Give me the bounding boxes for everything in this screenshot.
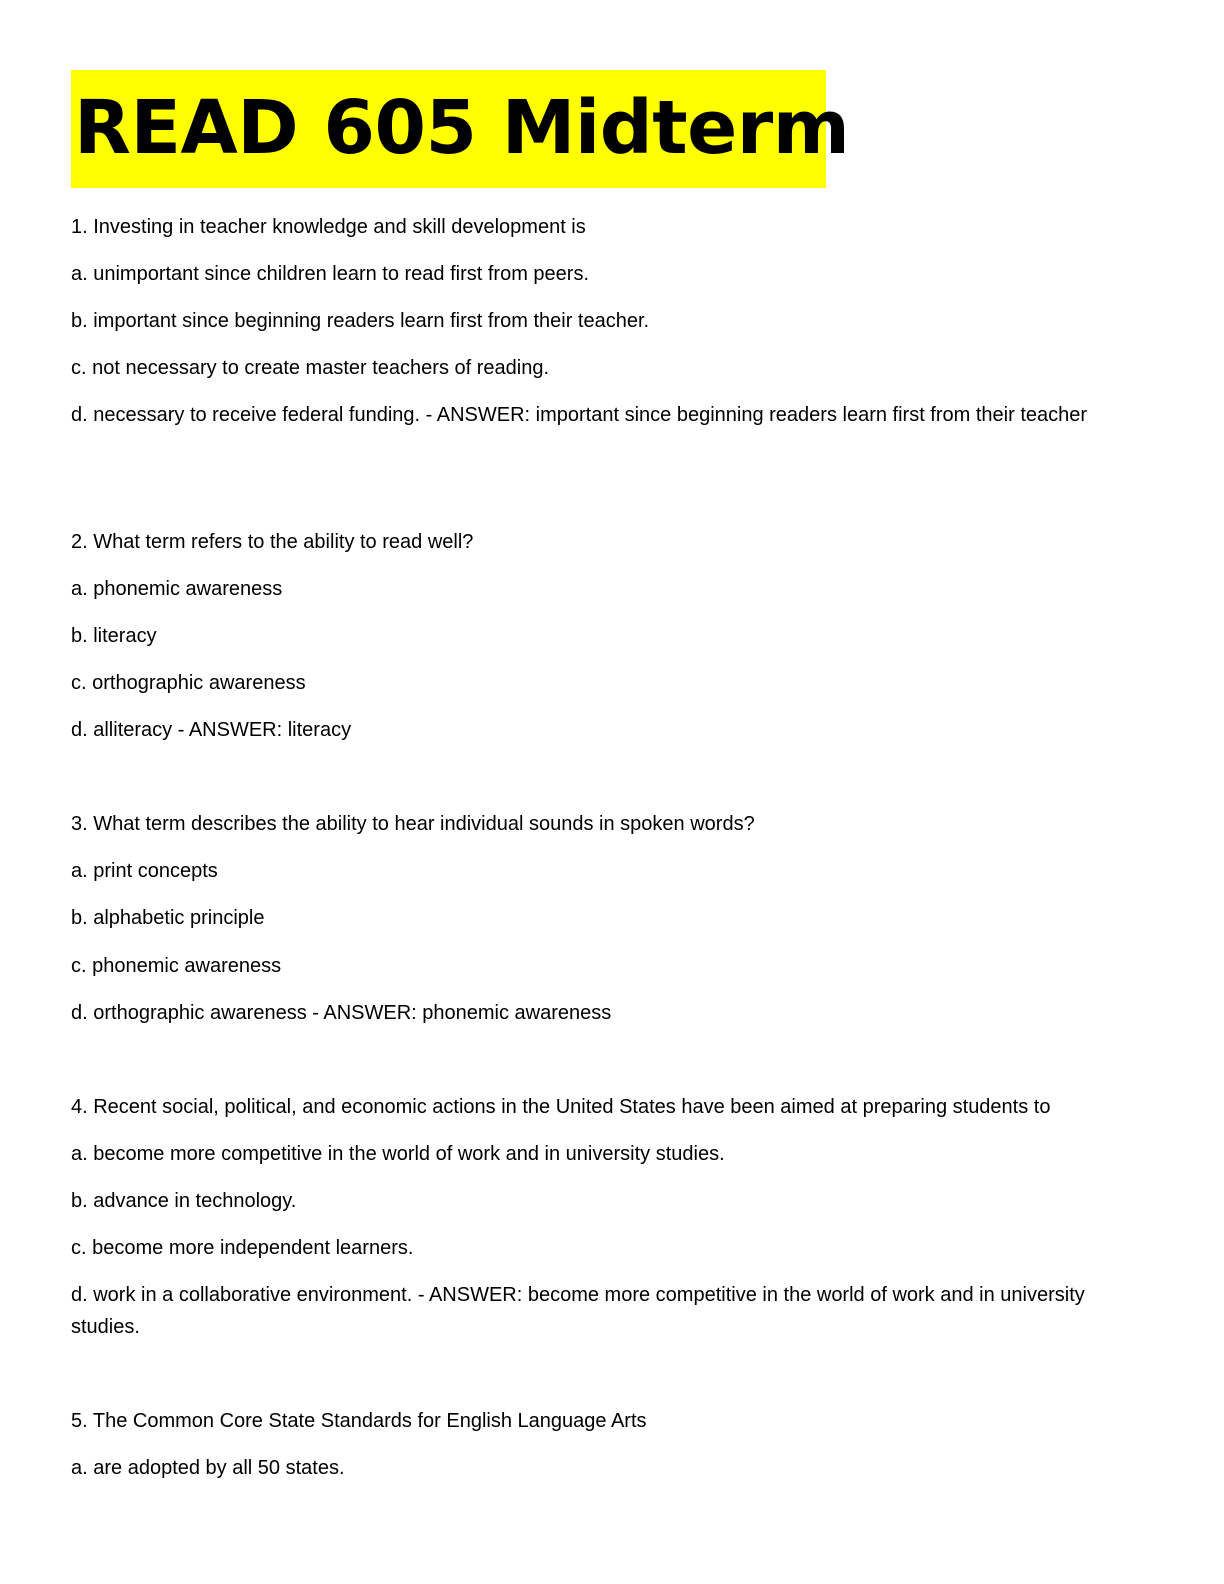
question-3-stem: 3. What term describes the ability to hear individual sounds in spoken words? [71, 813, 755, 835]
question-1-option-b: b. important since beginning readers learn first from their teacher. [71, 310, 650, 332]
question-5-option-a: a. are adopted by all 50 states. [71, 1457, 345, 1479]
question-2-option-a: a. phonemic awareness [71, 578, 283, 600]
question-3-option-a: a. print concepts [71, 860, 218, 882]
title-highlight [71, 70, 850, 188]
question-4-option-c: c. become more independent learners. [71, 1237, 414, 1259]
question-2-option-d-answer: d. alliteracy - ANSWER: literacy [71, 719, 352, 741]
question-5-stem: 5. The Common Core State Standards for English Language Arts [71, 1410, 647, 1432]
question-4-option-d-answer: d. work in a collaborative environment. - ANSWER: become more competitive in the world of work and in university studies. [71, 1284, 1085, 1338]
question-4-option-a: a. become more competitive in the world of work and in university studies. [71, 1143, 725, 1165]
question-4-option-b: b. advance in technology. [71, 1190, 297, 1212]
question-1-option-d-answer: d. necessary to receive federal funding. - ANSWER: important since beginning readers learn first from their teacher [71, 404, 1088, 426]
question-3-option-b: b. alphabetic principle [71, 907, 265, 929]
question-1-option-a: a. unimportant since children learn to read first from peers. [71, 263, 590, 285]
question-2-option-b: b. literacy [71, 625, 157, 647]
question-1-stem: 1. Investing in teacher knowledge and skill development is [71, 216, 586, 238]
document-title: READ 605 Midterm [74, 85, 850, 171]
question-2-stem: 2. What term refers to the ability to read well? [71, 531, 474, 553]
question-3-option-d-answer: d. orthographic awareness - ANSWER: phonemic awareness [71, 1002, 612, 1024]
question-4-stem: 4. Recent social, political, and economic actions in the United States have been aimed at preparing students to [71, 1096, 1051, 1118]
question-2-option-c: c. orthographic awareness [71, 672, 306, 694]
question-3-option-c: c. phonemic awareness [71, 955, 282, 977]
question-1-option-c: c. not necessary to create master teachers of reading. [71, 357, 550, 379]
